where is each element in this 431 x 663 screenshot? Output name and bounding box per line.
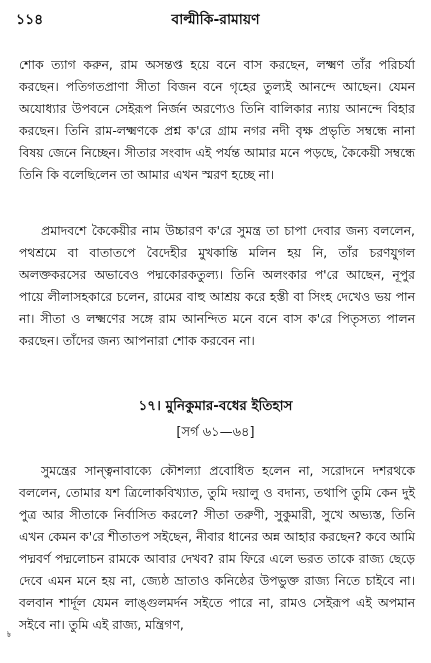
body-paragraph-2: প্রমাদবশে কৈকেয়ীর নাম উচ্চারণ ক'রে সুমন্ত্র তা চাপা দেবার জন্য বললেন, পথশ্রমে বা বাতাতপে বৈদেহীর মুখকান্তি মলিন হয় নি, তাঁর চরণযুগল অলক্তকরসের অভাবেও পদ্মকোরকতুল্য। তিনি অলংকার প'রে আছেন, নূপুর পায়ে লীলাসহকারে চলেন, রামের বাহু আশ্রয় করে হস্তী বা সিংহ দেখেও ভয় পান না। সীতা ও লক্ষ্মণের সঙ্গে রাম আনন্দিত মনে বনে বাস ক'রে পিতৃসত্য পালন করছেন। তাঁদের জন্য আপনারা শোক করবেন না। (19, 223, 415, 349)
margin-mark: ৳ (7, 630, 11, 639)
page-number: ১১৪ (16, 12, 44, 28)
running-title: বাল্মীকি-রামায়ণ (171, 12, 260, 28)
sarga-reference: [সর্গ ৬১—৬৪] (176, 425, 255, 440)
body-paragraph-3: সুমন্ত্রের সান্ত্বনাবাক্যে কৌশল্যা প্রবোধিত হলেন না, সরোদনে দশরথকে বললেন, তোমার যশ ত্রিলোকবিখ্যাত, তুমি দয়ালু ও বদান্য, তথাপি তুমি কেন দুই পুত্র আর সীতাকে নির্বাসিত করলে? সীতা তরুণী, সুকুমারী, সুখে অভ্যস্ত, তিনি এখন কেমন ক'রে শীতাতপ সইছেন, নীবার ধানের অন্ন আহার করছেন? কবে আমি পদ্মবর্ণ পদ্মলোচন রামকে আবার দেখব? রাম ফিরে এলে ভরত তাকে রাজ্য ছেড়ে দেবে এমন মনে হয় না, জ্যেষ্ঠ ভ্রাতাও কনিষ্ঠের উপভুক্ত রাজ্য নিতে চাইবে না। বলবান শার্দূল যেমন লাঙ্গুলমর্দন সইতে পারে না, রামও সেইরূপ এই অপমান সইবে না। তুমি এই রাজ্য, মন্ত্রিগণ, (19, 463, 415, 633)
chapter-heading: ১৭। মুনিকুমার-বধের ইতিহাস (138, 398, 293, 414)
page-header (16, 6, 415, 28)
body-paragraph-1: শোক ত্যাগ করুন, রাম অসন্তপ্ত হয়ে বনে বাস করছেন, লক্ষ্মণ তাঁর পরিচর্যা করছেন। পতিগতপ্রাণা সীতা বিজন বনে গৃহের তুল্যই আনন্দে আছেন। যেমন অযোধ্যার উপবনে সেইরূপ নির্জন অরণ্যেও তিনি বালিকার ন্যায় আনন্দে বিহার করছেন। তিনি রাম-লক্ষ্মণকে প্রশ্ন ক'রে গ্রাম নগর নদী বৃক্ষ প্রভৃতি সম্বন্ধে নানা বিষয় জেনে নিচ্ছেন। সীতার সংবাদ এই পর্যন্ত আমার মনে পড়ছে, কৈকেয়ী সম্বন্ধে তিনি কি বলেছিলেন তা আমার এখন স্মরণ হচ্ছে না। (19, 57, 415, 183)
